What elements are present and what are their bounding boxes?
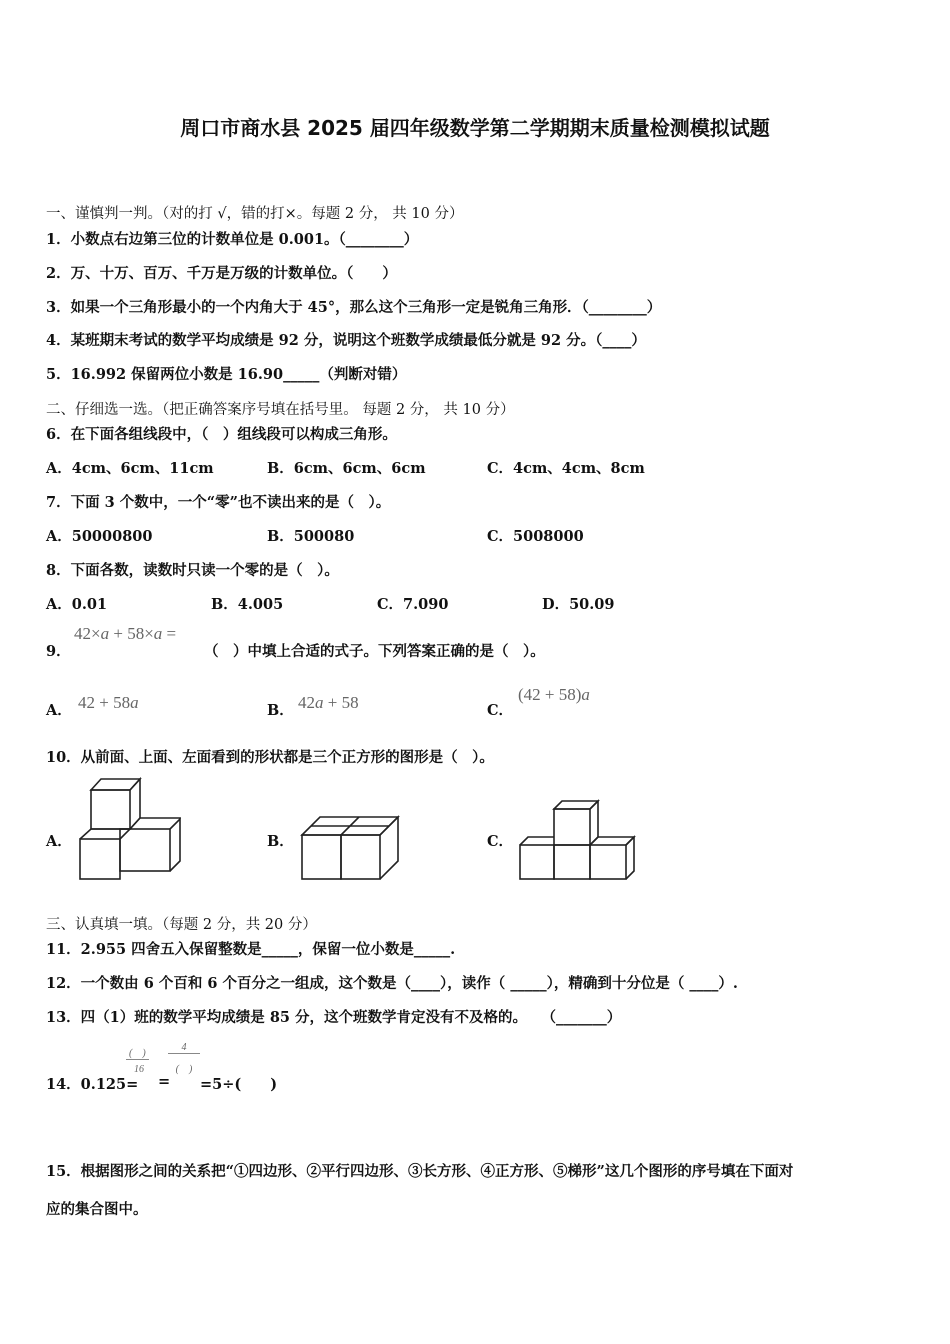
q14-fraction-2-denominator: ( ) (175, 1064, 193, 1075)
q6-option-c: C．4cm、4cm、8cm (487, 460, 645, 477)
question-4: 4．某班期末考试的数学平均成绩是 92 分，说明这个班数学成绩最低分就是 92 分。（____） (46, 332, 646, 349)
q9-option-b-expr: 42a + 58 (298, 693, 359, 712)
question-5: 5．16.992 保留两位小数是 16.90_____（判断对错） (46, 366, 407, 383)
section1-header: 一、谨慎判一判。（对的打 √，错的打×。每题 2 分， 共 10 分） (46, 206, 464, 222)
question-6: 6．在下面各组线段中，（ ）组线段可以构成三角形。 (46, 426, 397, 443)
question-8: 8．下面各数，读数时只读一个零的是（ ）。 (46, 562, 339, 579)
question-15-line-2: 应的集合图中。 (46, 1201, 148, 1218)
question-2: 2．万、十万、百万、千万是万级的计数单位。（ ） (46, 265, 397, 282)
q9-option-a-expr: 42 + 58a (78, 693, 139, 712)
question-11: 11．2.955 四舍五入保留整数是_____，保留一位小数是_____. (46, 941, 456, 958)
section3-header: 三、认真填一填。（每题 2 分，共 20 分） (46, 917, 317, 933)
q9-option-a-label: A． (46, 702, 72, 719)
q9-option-c-label: C． (487, 702, 514, 719)
question-15-line-1: 15．根据图形之间的关系把“①四边形、②平行四边形、③长方形、④正方形、⑤梯形”这几个图形的序号填在下面对 (46, 1163, 794, 1180)
q9-option-b-label: B． (267, 702, 294, 719)
q10-option-c-label: C． (487, 833, 514, 850)
q10-figure-c (516, 797, 636, 883)
q14-fraction-2-numerator: 4 (168, 1042, 200, 1054)
q8-option-d: D．50.09 (542, 596, 615, 613)
q6-option-b: B．6cm、6cm、6cm (267, 460, 426, 477)
question-1: 1．小数点右边第三位的计数单位是 0.001。（________） (46, 231, 419, 248)
question-10: 10．从前面、上面、左面看到的形状都是三个正方形的图形是（ ）。 (46, 749, 494, 766)
question-14-right: =5÷( ) (200, 1076, 278, 1093)
question-3: 3．如果一个三角形最小的一个内角大于 45°，那么这个三角形一定是锐角三角形．（________） (46, 299, 662, 316)
q8-option-b: B．4.005 (211, 596, 284, 613)
q10-figure-a (76, 775, 186, 883)
q14-fraction-1-denominator: 16 (134, 1064, 144, 1075)
q10-figure-b (298, 813, 404, 883)
section2-header: 二、仔细选一选。（把正确答案序号填在括号里。 每题 2 分， 共 10 分） (46, 402, 515, 418)
q10-option-b-label: B． (267, 833, 294, 850)
question-7: 7．下面 3 个数中，一个“零”也不读出来的是（ ）。 (46, 494, 391, 511)
page-title: 周口市商水县 2025 届四年级数学第二学期期末质量检测模拟试题 (180, 116, 770, 140)
q9-option-c-expr: (42 + 58)a (518, 685, 590, 704)
question-14-left: 14．0.125= (46, 1076, 139, 1093)
q7-option-c: C．5008000 (487, 528, 584, 545)
q9-expression: 42×a + 58×a = (74, 624, 177, 643)
question-13: 13．四（1）班的数学平均成绩是 85 分，这个班数学肯定没有不及格的。 （_______） (46, 1009, 622, 1026)
question-9-text: （ ）中填上合适的式子。下列答案正确的是（ ）。 (204, 643, 545, 660)
q7-option-a: A．50000800 (46, 528, 153, 545)
q14-fraction-1-numerator: ( ) (126, 1044, 149, 1060)
q8-option-c: C．7.090 (377, 596, 449, 613)
question-9-number: 9． (46, 643, 71, 660)
q10-option-a-label: A． (46, 833, 72, 850)
q14-equals: = (158, 1073, 171, 1090)
question-12: 12．一个数由 6 个百和 6 个百分之一组成，这个数是（____），读作（ _____），精确到十分位是（ ____）. (46, 975, 738, 992)
q8-option-a: A．0.01 (46, 596, 108, 613)
q6-option-a: A．4cm、6cm、11cm (46, 460, 214, 477)
q7-option-b: B．500080 (267, 528, 355, 545)
